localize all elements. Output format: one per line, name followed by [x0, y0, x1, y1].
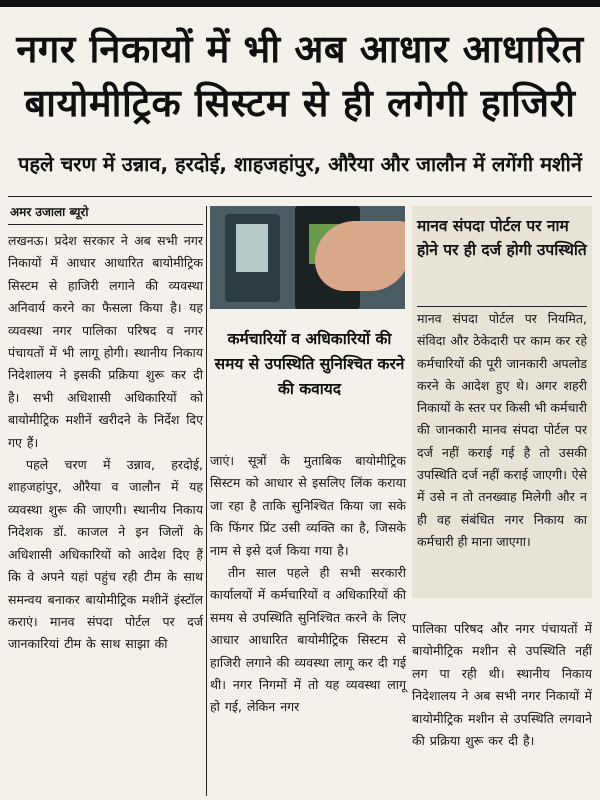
- top-border: [0, 0, 600, 7]
- subheadline: पहले चरण में उन्नाव, हरदोई, शाहजहांपुर, औरैया और जालौन में लगेंगी मशीनें: [18, 152, 582, 176]
- sidebar-divider: [417, 306, 587, 307]
- column-2-paragraph-1: जाएं। सूत्रों के मुताबिक बायोमीट्रिक सिस्टम को आधार से इसलिए लिंक कराया जा रहा है ताकि सुनिश्चित किया जा सके कि फिंगर प्रिंट उसी व्यक्ति का है, जिसके नाम से इसे दर्ज किया गया है।: [210, 453, 406, 558]
- attendance-device-image: [225, 214, 280, 302]
- column-2-paragraph-2: तीन साल पहले ही सभी सरकारी कार्यालयों में कर्मचारियों व अधिकारियों की समय से उपस्थिति सुनिश्चित करने के लिए आधार आधारित बायोमीट्रिक सिस्टम से हाजिरी लगाने की व्यवस्था लागू कर दी गई थी। नगर निगमों में तो यह व्यवस्था लागू हो गई, लेकिन नगर: [210, 565, 406, 715]
- pull-quote: कर्मचारियों व अधिकारियों की समय से उपस्थिति सुनिश्चित करने की कवायद: [214, 330, 405, 398]
- sidebar-title: मानव संपदा पोर्टल पर नाम होने पर ही दर्ज होगी उपस्थिति: [417, 217, 587, 259]
- column-1-paragraph-2: पहले चरण में उन्नाव, हरदोई, शाहजहांपुर, औरैया व जालौन में यह व्यवस्था शुरू की जाएगी। स्थानीय निकाय निदेशक डॉ. काजल ने इन जिलों के अधिशासी अधिकारियों को आदेश दिए हैं कि वे अपने यहां पहुंच रही टीम के साथ समन्वय बनाकर बायोमीट्रिक मशीनें इंस्टॉल कराएं। मानव संपदा पोर्टल पर दर्ज जानकारियां टीम के साथ साझा की: [8, 457, 203, 652]
- fingerprint-scanner-photo: [210, 206, 405, 309]
- sidebar-box: [412, 206, 592, 598]
- article-column-1: [8, 230, 203, 656]
- byline-divider: [8, 224, 203, 225]
- column-divider-1: [206, 206, 207, 796]
- article-column-2: [210, 450, 406, 719]
- sidebar-body: मानव संपदा पोर्टल पर नियमित, संविदा और ठेकेदारी पर काम कर रहे कर्मचारियों की पूरी जानकारी अपलोड करने के आदेश हुए थे। अगर शहरी निकायों के स्तर पर किसी भी कर्मचारी की जानकारी मानव संपदा पोर्टल पर दर्ज नहीं कराई गई है तो उसकी उपस्थिति दर्ज नहीं कराई जाएगी। ऐसे में उसे न तो तनख्वाह मिलेगी और न ही वह संबंधित नगर निकाय का कर्मचारी ही माना जाएगा।: [417, 311, 587, 549]
- hand-image: [315, 221, 405, 291]
- subheadline-divider: [8, 196, 592, 197]
- headline-line-2: बायोमीट्रिक सिस्टम से ही लगेगी हाजिरी: [24, 81, 576, 125]
- headline-line-1: नगर निकायों में भी अब आधार आधारित: [16, 27, 584, 71]
- headline: [0, 22, 600, 130]
- column-3-paragraph-1: पालिका परिषद और नगर पंचायतों में बायोमीट्रिक मशीन से उपस्थिति नहीं लग पा रही थी। स्थानीय निकाय निदेशालय ने अब सभी नगर निकायों में बायोमीट्रिक मशीन से उपस्थिति लगवाने की प्रक्रिया शुरू कर दी है।: [412, 621, 592, 749]
- column-1-paragraph-1: लखनऊ। प्रदेश सरकार ने अब सभी नगर निकायों में आधार आधारित बायोमीट्रिक सिस्टम से हाजिरी लगाने की व्यवस्था अनिवार्य करने का फैसला किया है। यह व्यवस्था नगर पालिका परिषद व नगर पंचायतों में भी लागू होगी। स्थानीय निकाय निदेशालय ने इसकी प्रक्रिया शुरू कर दी है। सभी अधिशासी अधिकारियों को बायोमीट्रिक मशीनें खरीदने के निर्देश दिए गए हैं।: [8, 233, 203, 450]
- byline: अमर उजाला ब्यूरो: [10, 205, 89, 219]
- article-column-3: [412, 618, 592, 752]
